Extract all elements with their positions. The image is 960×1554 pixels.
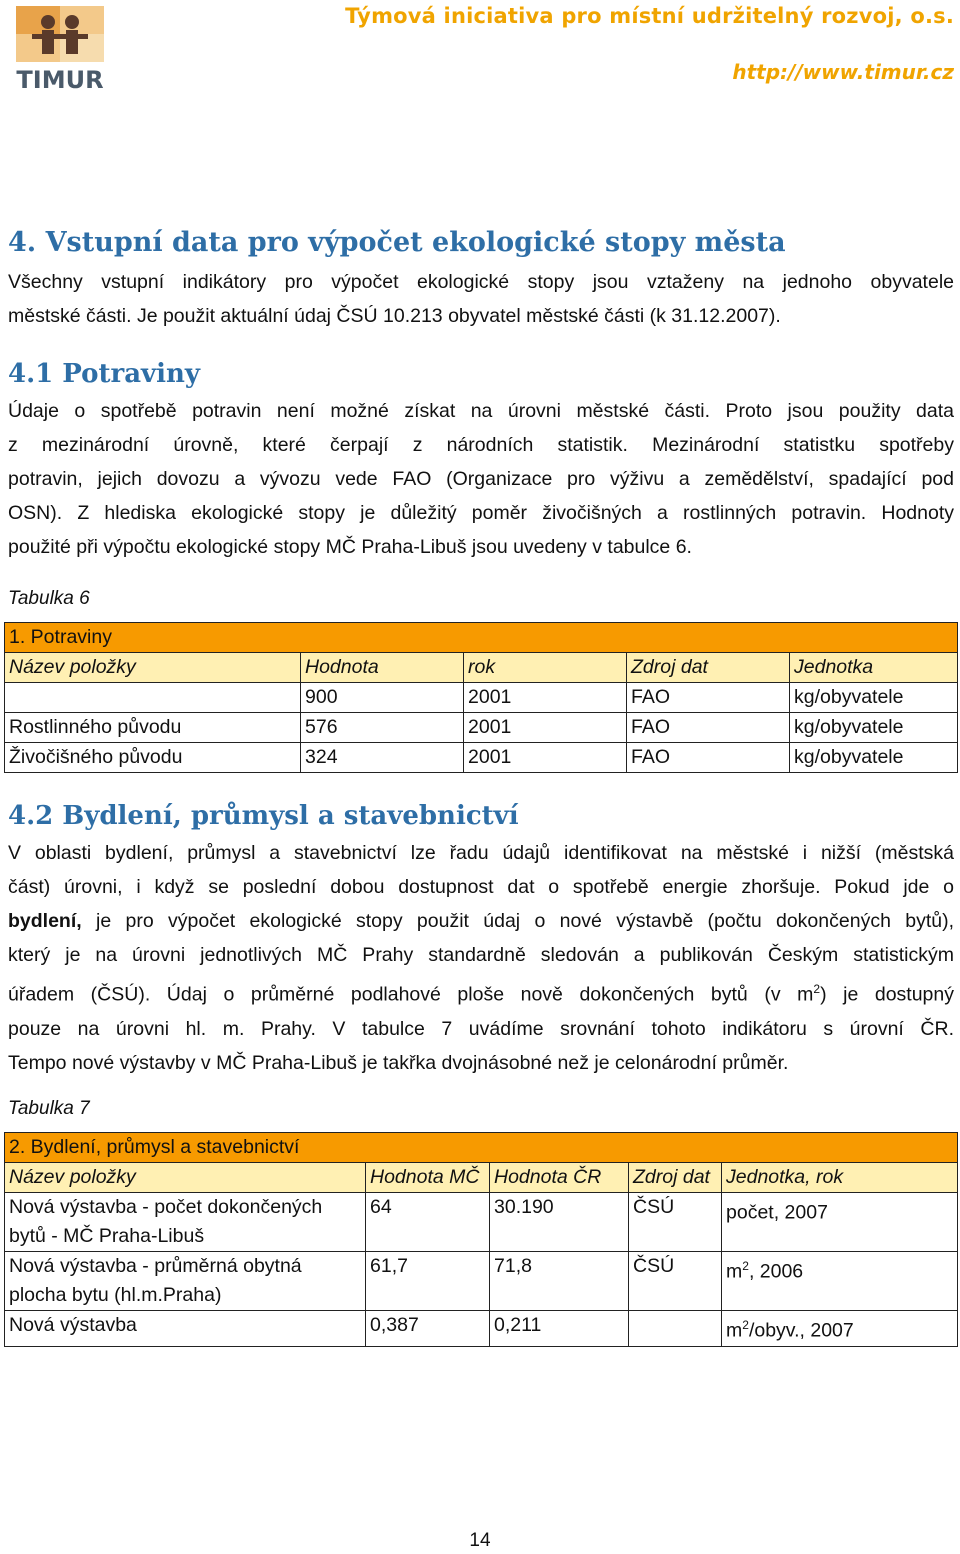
paragraph-line: Všechny vstupní indikátory pro výpočet ekologické stopy jsou vztaženy na jednoho obyvatele [8,271,954,293]
paragraph-line: Údaje o spotřebě potravin není možné získat na úrovni městské části. Proto jsou použity data [8,400,954,422]
table-6 [4,622,958,773]
paragraph-line: který je na úrovni jednotlivých MČ Prahy standardně sledován a publikován Českým statistickým [8,944,954,966]
paragraph-line: městské části. Je použit aktuální údaj ČSÚ 10.213 obyvatel městské části (k 31.12.2007). [8,305,781,327]
paragraph-text: je pro výpočet ekologické stopy použit údaj o nové výstavbě (počtu dokončených bytů), [81,910,954,932]
unit-text: , 2006 [748,1260,804,1283]
table-7 [4,1132,958,1347]
table-row [5,1193,958,1252]
paragraph-line: pouze na úrovni hl. m. Prahy. V tabulce 7 uvádíme srovnání tohoto indikátoru s úrovní ČR. [8,1017,954,1040]
table-cell [629,1311,722,1347]
superscript: 2 [742,1318,749,1332]
unit-text: m [726,1260,743,1283]
paragraph-line: z mezinárodní úrovně, které čerpají z národních statistik. Mezinárodní statistku spotřeby [8,434,954,456]
table-cell: 900 [301,683,464,713]
column-header: Hodnota MČ [366,1163,490,1193]
table-cell: 30.190 [490,1193,629,1252]
table-cell: 2001 [464,683,627,713]
column-header: Název položky [5,1163,366,1193]
table-header-row [5,1163,958,1193]
paragraph-line [8,904,954,938]
table-cell: Živočišného původu [5,743,301,773]
table-title: 2. Bydlení, průmysl a stavebnictví [5,1133,958,1163]
section-4-paragraph [8,265,954,333]
table-cell: FAO [627,683,790,713]
paragraph-text: ) je dostupný [820,983,954,1006]
section-4-2-heading: 4.2 Bydlení, průmysl a stavebnictví [8,801,519,831]
column-header: Zdroj dat [629,1163,722,1193]
column-header: Hodnota ČR [490,1163,629,1193]
table-7-caption: Tabulka 7 [8,1098,90,1119]
table-cell [722,1252,958,1311]
table-cell: kg/obyvatele [790,713,958,743]
table-row [5,683,958,713]
table-cell: Nová výstavba - počet dokončených bytů - MČ Praha-Libuš [5,1193,366,1252]
paragraph-line: V oblasti bydlení, průmysl a stavebnictví lze řadu údajů identifikovat na městské i nižší (městská [8,842,954,864]
table-cell: ČSÚ [629,1193,722,1252]
unit-text: m [726,1319,743,1342]
section-4-1-paragraph [8,394,954,564]
table-header-row [5,653,958,683]
table-row [5,713,958,743]
table-cell: kg/obyvatele [790,743,958,773]
table-cell: 324 [301,743,464,773]
page-number: 14 [469,1530,491,1551]
superscript: 2 [813,982,821,996]
table-row [5,1311,958,1347]
superscript: 2 [742,1259,749,1273]
table-cell: 576 [301,713,464,743]
unit-text: /obyv., 2007 [748,1319,854,1342]
table-cell: ČSÚ [629,1252,722,1311]
table-cell: 2001 [464,743,627,773]
section-4-2-paragraph [8,836,954,1080]
column-header: Jednotka [790,653,958,683]
table-6-caption: Tabulka 6 [8,588,90,609]
table-cell: Nová výstavba [5,1311,366,1347]
table-cell [722,1193,958,1252]
table-cell: 71,8 [490,1252,629,1311]
paragraph-line: potravin, jejich dovozu a vývozu vede FAO (Organizace pro výživu a zemědělství, spadající pod [8,468,954,490]
section-4-1-heading: 4.1 Potraviny [8,359,201,389]
organization-url[interactable]: http://www.timur.cz [732,60,954,84]
table-cell [5,683,301,713]
table-cell: kg/obyvatele [790,683,958,713]
table-title-row [5,623,958,653]
table-cell: 61,7 [366,1252,490,1311]
table-cell [722,1311,958,1347]
table-cell: FAO [627,713,790,743]
timur-logo [14,4,106,94]
table-cell: Nová výstavba - průměrná obytná plocha bytu (hl.m.Praha) [5,1252,366,1311]
paragraph-line: použité při výpočtu ekologické stopy MČ Praha-Libuš jsou uvedeny v tabulce 6. [8,536,692,558]
logo-text: TIMUR [16,66,104,94]
column-header: Jednotka, rok [722,1163,958,1193]
column-header: rok [464,653,627,683]
unit-text: počet, 2007 [726,1201,828,1224]
paragraph-line: část) úrovni, i když se poslední dobou dostupnost dat o spotřebě energie zhoršuje. Pokud jde o [8,876,954,898]
table-cell: 2001 [464,713,627,743]
paragraph-line: Tempo nové výstavby v MČ Praha-Libuš je takřka dvojnásobné než je celonárodní průměr. [8,1051,789,1074]
column-header: Název položky [5,653,301,683]
table-cell: Rostlinného původu [5,713,301,743]
table-title-row [5,1133,958,1163]
table-row [5,743,958,773]
table-row [5,1252,958,1311]
table-title: 1. Potraviny [5,623,958,653]
table-cell: FAO [627,743,790,773]
table-cell: 0,211 [490,1311,629,1347]
column-header: Hodnota [301,653,464,683]
paragraph-line [8,972,954,1012]
paragraph-text: úřadem (ČSÚ). Údaj o průměrné podlahové ploše nově dokončených bytů (v m [8,983,814,1006]
column-header: Zdroj dat [627,653,790,683]
organization-name: Týmová iniciativa pro místní udržitelný rozvoj, o.s. [345,4,954,28]
table-cell: 0,387 [366,1311,490,1347]
bold-term: bydlení, [8,910,82,932]
table-cell: 64 [366,1193,490,1252]
section-4-heading: 4. Vstupní data pro výpočet ekologické stopy města [8,227,786,258]
paragraph-line: OSN). Z hlediska ekologické stopy je důležitý poměr živočišných a rostlinných potravin. Hodnoty [8,502,954,524]
